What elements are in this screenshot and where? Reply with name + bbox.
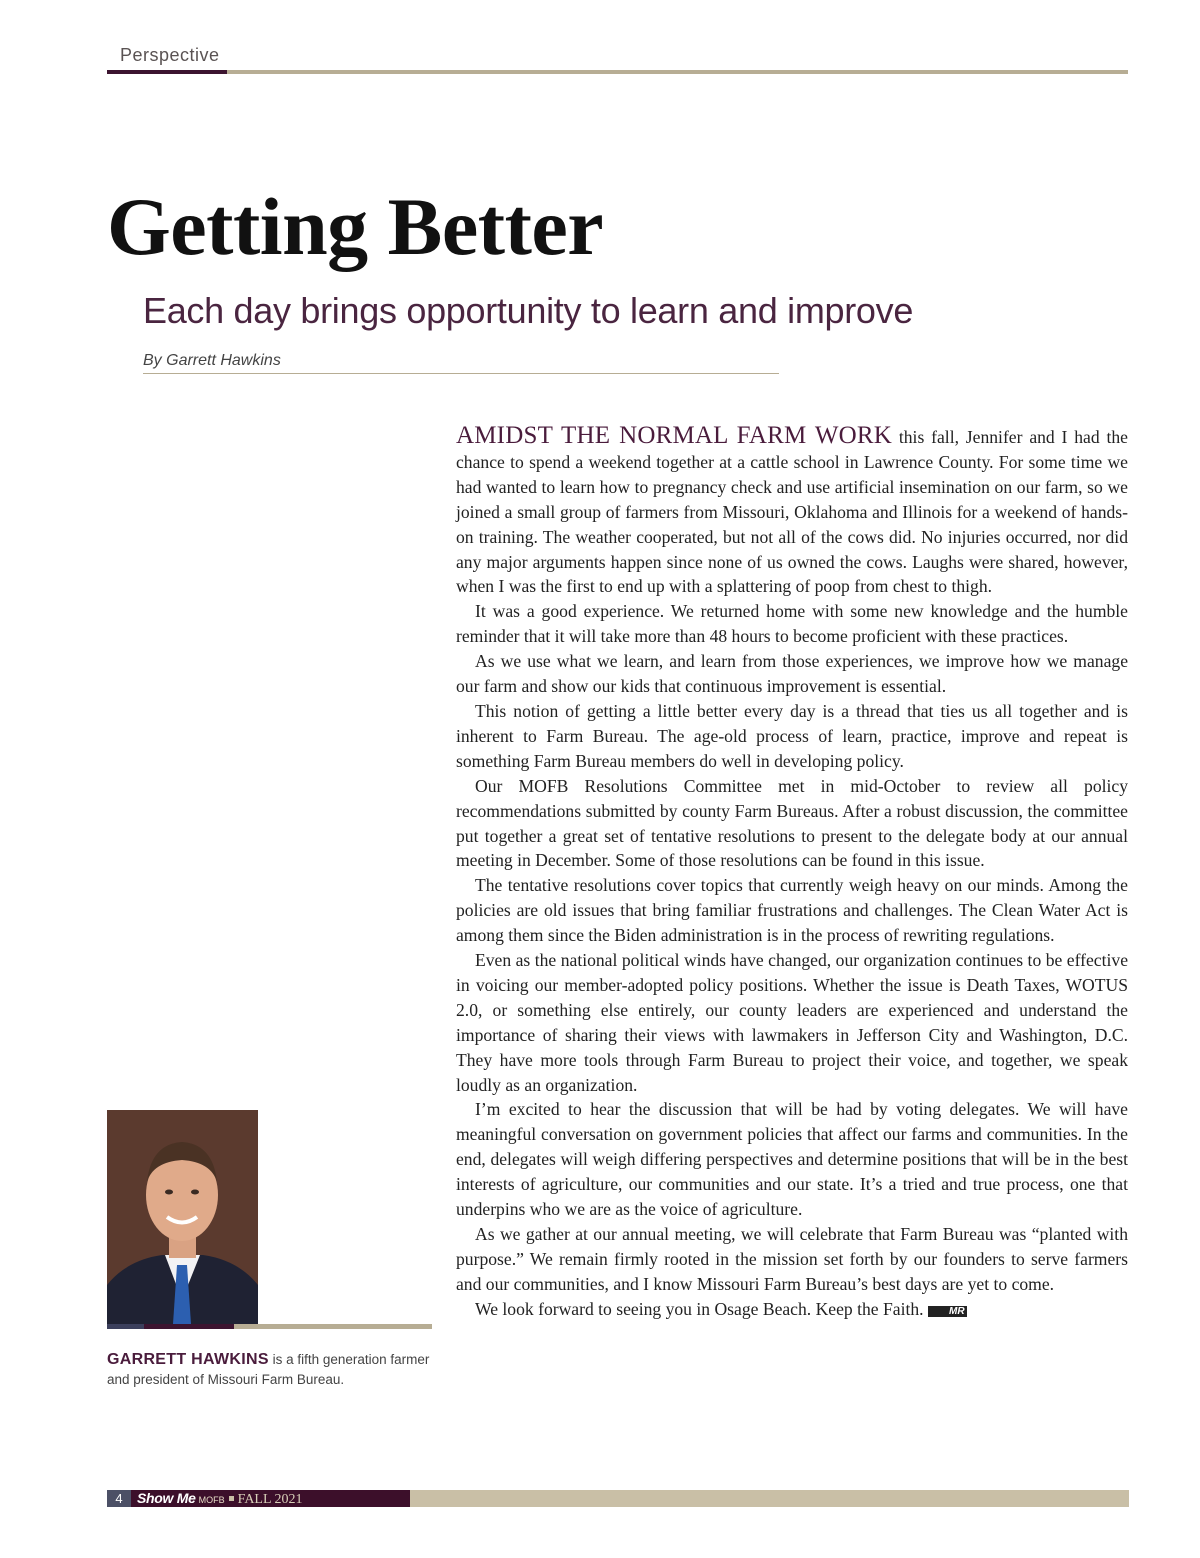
article-paragraph: As we use what we learn, and learn from those experiences, we improve how we manage our farm and show our kids that continuous improvement is essential. (456, 651, 1128, 697)
byline: By Garrett Hawkins (143, 352, 281, 369)
article-body (456, 424, 1128, 1322)
author-bio (107, 1350, 437, 1390)
article-paragraph: It was a good experience. We returned home with some new knowledge and the humble reminder that it will take more than 48 hours to become proficient with these practices. (456, 601, 1128, 647)
byline-rule (143, 373, 779, 374)
photo-rule-accent (107, 1324, 144, 1329)
issue-label: FALL 2021 (237, 1492, 303, 1507)
footer-masthead (137, 1490, 303, 1507)
article-paragraph: This notion of getting a little better every day is a thread that ties us all together and is inherent to Farm Bureau. The age-old process of learn, practice, improve and repeat is something Farm Bureau members do well in developing policy. (456, 700, 1128, 771)
page-number: 4 (107, 1490, 131, 1507)
lead-in: AMIDST THE NORMAL FARM WORK (456, 422, 893, 449)
article-paragraph: I’m excited to hear the discussion that will be had by voting delegates. We will have meaningful conversation on government policies that affect our farms and communities. In the end, delegates will weigh differing perspectives and determine positions that will be in the best interests of agriculture, our communities and our state. It’s a tried and true process, one that underpins who we are as the voice of agriculture. (456, 1099, 1128, 1220)
magazine-brand: Show Me (137, 1490, 196, 1506)
portrait-illustration (107, 1110, 258, 1324)
section-label: Perspective (120, 45, 220, 65)
end-mark-icon: MR (928, 1306, 967, 1317)
paragraph-text: We look forward to seeing you in Osage Beach. Keep the Faith. (475, 1298, 924, 1319)
author-portrait (107, 1110, 258, 1324)
section-rule-accent (107, 70, 227, 74)
article-subheadline: Each day brings opportunity to learn and improve (143, 290, 914, 331)
bio-name: GARRETT HAWKINS (107, 1351, 269, 1368)
article-paragraph: Our MOFB Resolutions Committee met in mid-October to review all policy recommendations submitted by county Farm Bureaus. After a robust discussion, the committee put together a great set of tentative resolutions to present to the delegate body at our annual meeting in December. Some of those resolutions can be found in this issue. (456, 775, 1128, 871)
article-paragraph: Even as the national political winds have changed, our organization continues to be effective in voicing our member-adopted policy positions. Whether the issue is Death Taxes, WOTUS 2.0, or something else entirely, our county leaders are experienced and understand the importance of sharing their views with lawmakers in Jefferson City and Washington, D.C. They have more tools through Farm Bureau to project their voice, and together, we speak loudly as an organization. (456, 950, 1128, 1095)
bio-text: is a fifth generation farmer and president of Missouri Farm Bureau. (107, 1352, 430, 1387)
article-paragraph: The tentative resolutions cover topics that currently weigh heavy on our minds. Among the policies are old issues that bring familiar frustrations and challenges. The Clean Water Act is among them since the Biden administration is in the process of rewriting regulations. (456, 875, 1128, 946)
photo-rule-accent (144, 1324, 234, 1329)
section-rule (107, 70, 1128, 74)
article-paragraph (456, 424, 1128, 599)
paragraph-text: this fall, Jennifer and I had the chance to spend a weekend together at a cattle school in Lawrence County. For some time we had wanted to learn how to pregnancy check and use artificial insemination on our farm, so we joined a small group of farmers from Missouri, Oklahoma and Illinois for a weekend of hands-on training. The weather cooperated, but not all of the cows did. No injuries occurred, nor did any major arguments happen since none of us owned the cows. Laughs were shared, however, when I was the first to end up with a splattering of poop from chest to thigh. (456, 427, 1128, 597)
footer-separator-icon (229, 1496, 234, 1501)
article-headline: Getting Better (107, 181, 604, 272)
article-paragraph (456, 1297, 1128, 1322)
article-paragraph: As we gather at our annual meeting, we will celebrate that Farm Bureau was “planted with purpose.” We remain firmly rooted in the mission set forth by our founders to serve farmers and our communities, and I know Missouri Farm Bureau’s best days are yet to come. (456, 1224, 1128, 1294)
magazine-org: MOFB (198, 1495, 225, 1505)
